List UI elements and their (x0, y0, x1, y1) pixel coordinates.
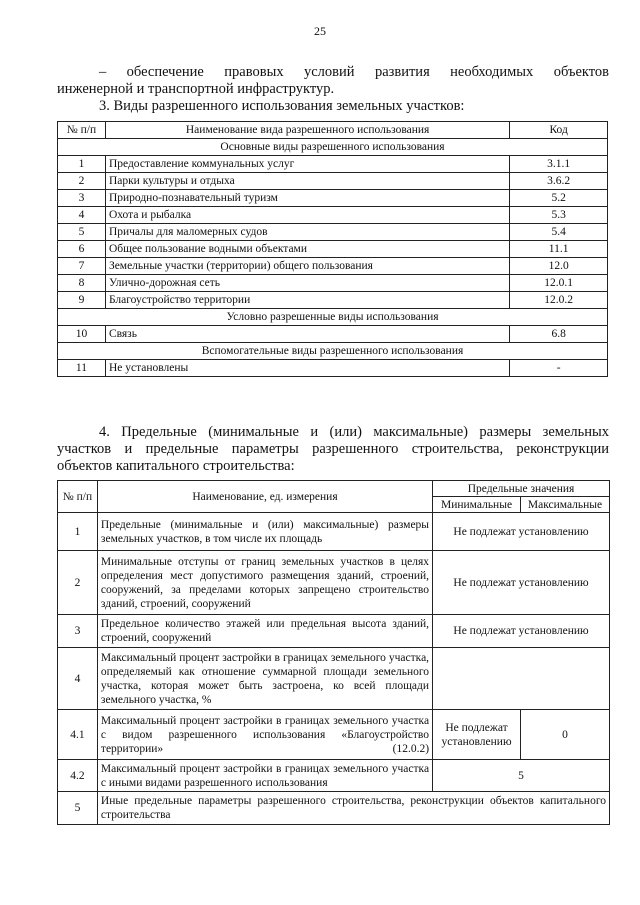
row-name: Предельное количество этажей или предельная высота зданий, строений, сооружений (97, 615, 432, 648)
group-title-main: Основные виды разрешенного использования (58, 139, 608, 156)
row-name: Минимальные отступы от границ земельных участков в целях определения мест допустимого размещения зданий, строений, сооружений, за пределами которых запрещено строительство зданий, строений, сооружений (97, 551, 432, 615)
table-row (58, 207, 608, 224)
table-header-row (58, 481, 610, 497)
land-use-table (57, 121, 608, 377)
table-row (58, 156, 608, 173)
group-row-conditional (58, 309, 608, 326)
row-number: 7 (58, 258, 106, 275)
row-number: 2 (58, 551, 98, 615)
row-code: 5.2 (510, 190, 608, 207)
section-4-line-1: 4. Предельные (минимальные и (или) максимальные) размеры земельных (99, 424, 609, 440)
row-number: 1 (58, 156, 106, 173)
column-header-name: Наименование, ед. измерения (97, 481, 432, 513)
table-row (58, 292, 608, 309)
row-name: Предельные (минимальные и (или) максимальные) размеры земельных участков, в том числе их площадь (97, 513, 432, 551)
row-number: 3 (58, 615, 98, 648)
row-code: 12.0 (510, 258, 608, 275)
auxiliary-uses-rows (58, 360, 608, 377)
row-name: Благоустройство территории (105, 292, 509, 309)
group-row-auxiliary (58, 343, 608, 360)
table-row (58, 513, 610, 551)
row-name: Максимальный процент застройки в границах земельного участка с иными видами разрешенного использования (97, 760, 432, 792)
column-header-code: Код (510, 122, 608, 139)
row-name: Причалы для маломерных судов (105, 224, 509, 241)
row-name: Охота и рыбалка (105, 207, 509, 224)
table-row (58, 760, 610, 792)
page-number: 25 (314, 24, 326, 38)
row-number: 1 (58, 513, 98, 551)
row-code: 6.8 (510, 326, 608, 343)
main-uses-rows (58, 156, 608, 309)
row-name: Земельные участки (территории) общего пользования (105, 258, 509, 275)
row-number: 4.1 (58, 710, 98, 760)
row-number: 6 (58, 241, 106, 258)
table-row (58, 360, 608, 377)
table-row (58, 326, 608, 343)
table-row (58, 615, 610, 648)
table-row (58, 190, 608, 207)
section-3-title: 3. Виды разрешенного использования земельных участков: (99, 98, 465, 114)
table-row (58, 275, 608, 292)
column-header-number: № п/п (58, 122, 106, 139)
table-row (58, 224, 608, 241)
row-code: - (510, 360, 608, 377)
row-number: 4.2 (58, 760, 98, 792)
row-number: 4 (58, 207, 106, 224)
row-number: 3 (58, 190, 106, 207)
row-number: 11 (58, 360, 106, 377)
row-name: Иные предельные параметры разрешенного строительства, реконструкции объектов капитального строительства (97, 792, 609, 825)
conditional-uses-rows (58, 326, 608, 343)
row-name: Не установлены (105, 360, 509, 377)
section-4-line-2: участков и предельные параметры разрешенного строительства, реконструкции (57, 441, 609, 457)
row-name: Максимальный процент застройки в границах земельного участка с видом разрешенного использования «Благоустройство территории» (12.0.2) (97, 710, 432, 760)
column-header-max: Максимальные (521, 497, 610, 513)
row-name: Связь (105, 326, 509, 343)
row-code: 12.0.1 (510, 275, 608, 292)
table-row (58, 258, 608, 275)
row-name: Предоставление коммунальных услуг (105, 156, 509, 173)
row-number: 8 (58, 275, 106, 292)
row-name: Общее пользование водными объектами (105, 241, 509, 258)
row-number: 5 (58, 792, 98, 825)
table-row (58, 648, 610, 710)
limits-table (57, 480, 610, 825)
row-value: Не подлежат установлению (433, 513, 610, 551)
row-number: 10 (58, 326, 106, 343)
row-code: 3.6.2 (510, 173, 608, 190)
row-code: 3.1.1 (510, 156, 608, 173)
table-row (58, 792, 610, 825)
intro-line-1: – обеспечение правовых условий развития необходимых объектов (99, 64, 609, 80)
table-row (58, 710, 610, 760)
section-4-line-3: объектов капитального строительства: (57, 458, 295, 474)
column-header-name: Наименование вида разрешенного использования (105, 122, 509, 139)
group-row-main (58, 139, 608, 156)
row-code: 5.3 (510, 207, 608, 224)
group-title-auxiliary: Вспомогательные виды разрешенного использования (58, 343, 608, 360)
column-header-number: № п/п (58, 481, 98, 513)
row-value: Не подлежат установлению (433, 615, 610, 648)
row-name: Парки культуры и отдыха (105, 173, 509, 190)
column-header-limits: Предельные значения (433, 481, 610, 497)
table-header-row (58, 122, 608, 139)
row-number: 4 (58, 648, 98, 710)
row-name: Улично-дорожная сеть (105, 275, 509, 292)
row-value-max: 0 (521, 710, 610, 760)
row-number: 2 (58, 173, 106, 190)
row-code: 11.1 (510, 241, 608, 258)
row-value-empty (433, 648, 610, 710)
group-title-conditional: Условно разрешенные виды использования (58, 309, 608, 326)
column-header-min: Минимальные (433, 497, 521, 513)
row-number: 9 (58, 292, 106, 309)
row-value-min: Не подлежат установлению (433, 710, 521, 760)
table-row (58, 173, 608, 190)
row-value: 5 (433, 760, 610, 792)
intro-line-2: инженерной и транспортной инфраструктур. (57, 81, 335, 97)
row-value: Не подлежат установлению (433, 551, 610, 615)
table-row (58, 241, 608, 258)
row-number: 5 (58, 224, 106, 241)
table-row (58, 551, 610, 615)
row-code: 5.4 (510, 224, 608, 241)
row-name: Максимальный процент застройки в границах земельного участка, определяемый как отношение суммарной площади земельного участка, которая может быть застроена, ко всей площади земельного участка, % (97, 648, 432, 710)
row-code: 12.0.2 (510, 292, 608, 309)
row-name: Природно-познавательный туризм (105, 190, 509, 207)
